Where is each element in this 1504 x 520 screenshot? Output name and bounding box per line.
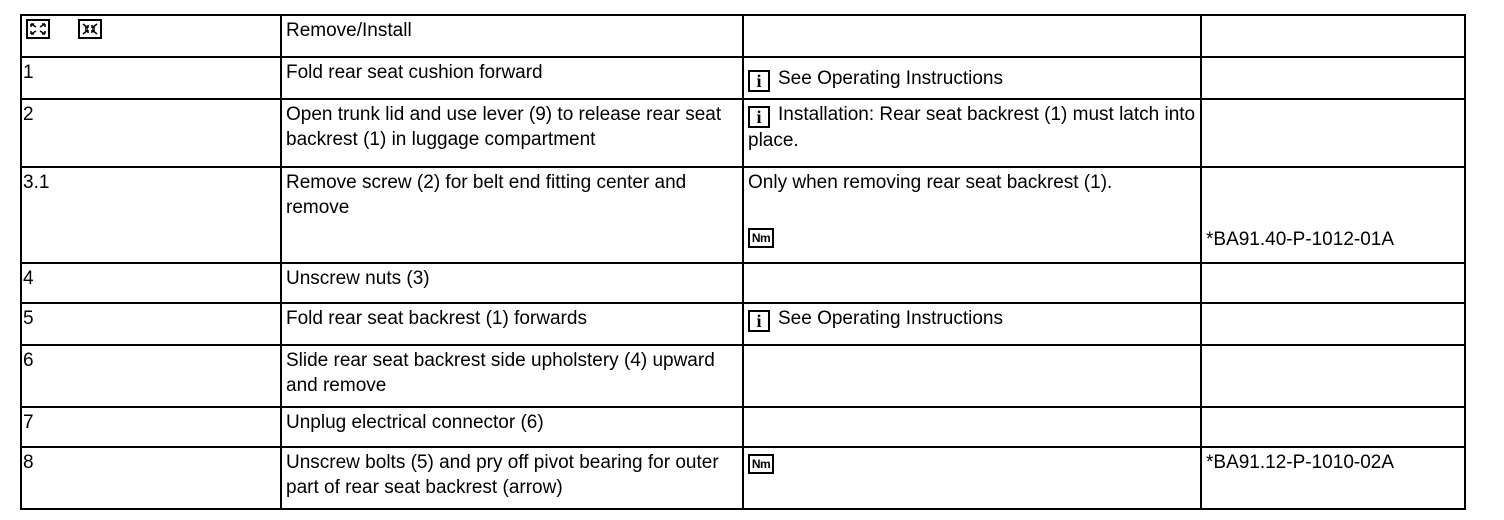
table-row bbox=[21, 263, 1465, 303]
step-icons-cell bbox=[21, 15, 281, 57]
step-number: 3.1 bbox=[21, 167, 281, 263]
procedure-table bbox=[20, 14, 1466, 510]
step-action: Slide rear seat backrest side upholstery (4) upward and remove bbox=[281, 345, 743, 407]
step-action: Unscrew nuts (3) bbox=[281, 263, 743, 303]
step-ref bbox=[1201, 57, 1465, 99]
step-action: Remove screw (2) for belt end fitting center and remove bbox=[281, 167, 743, 263]
step-ref bbox=[1201, 303, 1465, 345]
table-row bbox=[21, 345, 1465, 407]
header-title: Remove/Install bbox=[281, 15, 743, 57]
info-icon[interactable]: i bbox=[748, 70, 770, 92]
table-row bbox=[21, 167, 1465, 263]
step-action: Open trunk lid and use lever (9) to release rear seat backrest (1) in luggage compartment bbox=[281, 99, 743, 167]
table-row bbox=[21, 57, 1465, 99]
step-note bbox=[743, 167, 1201, 263]
step-number: 8 bbox=[21, 447, 281, 509]
step-note bbox=[743, 345, 1201, 407]
procedure-table-wrapper bbox=[20, 14, 1466, 510]
step-ref bbox=[1201, 99, 1465, 167]
note-text: See Operating Instructions bbox=[778, 68, 1003, 89]
table-row bbox=[21, 303, 1465, 345]
note-text: See Operating Instructions bbox=[778, 308, 1003, 329]
step-number: 5 bbox=[21, 303, 281, 345]
step-action: Unscrew bolts (5) and pry off pivot bearing for outer part of rear seat backrest (arrow) bbox=[281, 447, 743, 509]
step-note bbox=[743, 57, 1201, 99]
info-icon[interactable]: i bbox=[748, 310, 770, 332]
step-ref bbox=[1201, 263, 1465, 303]
collapse-icon[interactable] bbox=[78, 19, 102, 39]
info-icon[interactable]: i bbox=[748, 106, 770, 128]
step-number: 7 bbox=[21, 407, 281, 447]
torque-nm-icon[interactable]: Nm bbox=[748, 454, 774, 474]
step-note bbox=[743, 303, 1201, 345]
step-ref bbox=[1201, 345, 1465, 407]
step-number: 4 bbox=[21, 263, 281, 303]
step-number: 1 bbox=[21, 57, 281, 99]
table-row bbox=[21, 99, 1465, 167]
step-ref bbox=[1201, 407, 1465, 447]
note-text: Installation: Rear seat backrest (1) must latch into place. bbox=[748, 104, 1196, 151]
table-row bbox=[21, 407, 1465, 447]
step-ref bbox=[1201, 447, 1465, 509]
table-header-row bbox=[21, 15, 1465, 57]
doc-reference-link[interactable]: *BA91.40-P-1012-01A bbox=[1206, 229, 1395, 250]
step-number: 6 bbox=[21, 345, 281, 407]
step-note bbox=[743, 99, 1201, 167]
step-action: Unplug electrical connector (6) bbox=[281, 407, 743, 447]
step-action: Fold rear seat cushion forward bbox=[281, 57, 743, 99]
step-ref bbox=[1201, 167, 1465, 263]
torque-nm-icon[interactable]: Nm bbox=[748, 228, 774, 248]
step-action: Fold rear seat backrest (1) forwards bbox=[281, 303, 743, 345]
doc-reference-link[interactable]: *BA91.12-P-1010-02A bbox=[1206, 452, 1395, 473]
note-text: Only when removing rear seat backrest (1). bbox=[748, 172, 1113, 193]
step-note bbox=[743, 447, 1201, 509]
table-row bbox=[21, 447, 1465, 509]
step-number: 2 bbox=[21, 99, 281, 167]
step-note bbox=[743, 263, 1201, 303]
header-ref-cell bbox=[1201, 15, 1465, 57]
step-note bbox=[743, 407, 1201, 447]
expand-icon[interactable] bbox=[26, 19, 50, 39]
header-note-cell bbox=[743, 15, 1201, 57]
